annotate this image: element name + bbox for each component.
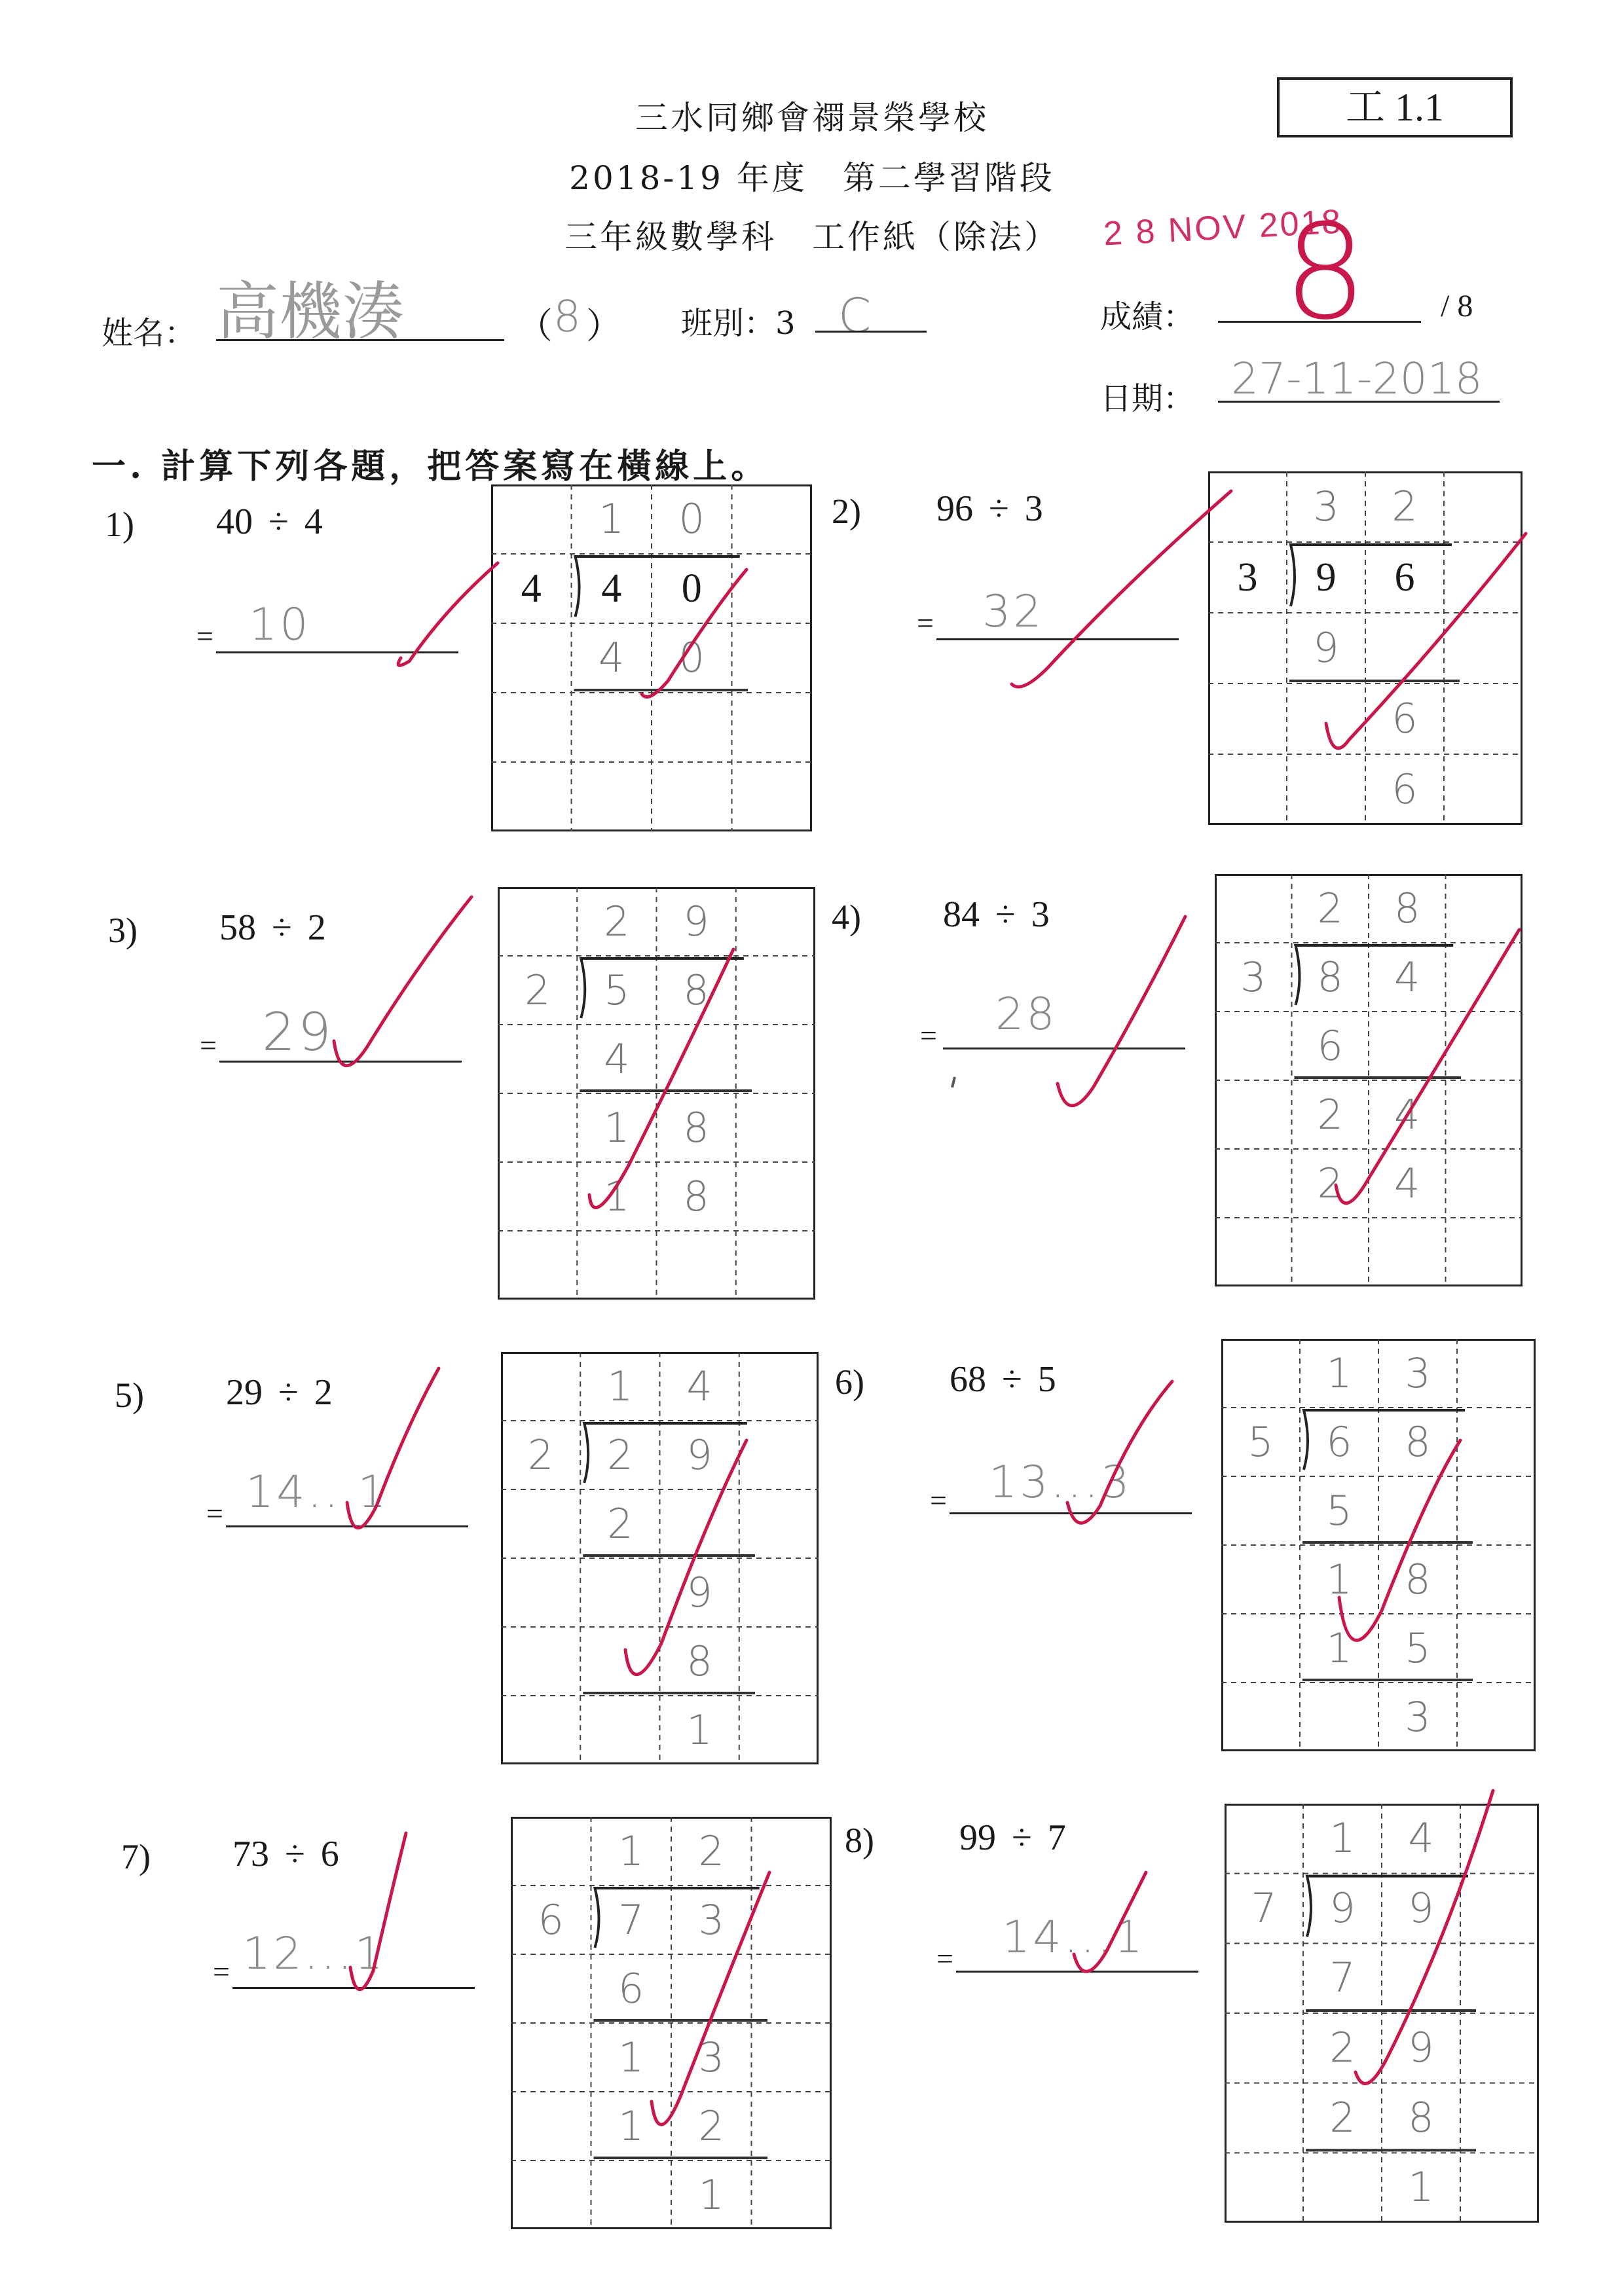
q4-dividend-tens: 8 [1317,953,1343,1001]
q7-number: 7) [121,1837,151,1876]
q3-work-row-tens: 4 [604,1035,630,1083]
number-open-paren: （ [517,305,553,346]
q1-answer: 10 [249,599,311,651]
q2-quotient-tens: 3 [1313,483,1339,530]
score-underline [1218,321,1421,323]
q2-equals: = [917,606,934,640]
q5-work-row-ones: 9 [686,1569,712,1616]
q3-equals: = [200,1029,217,1062]
q5-division-grid [501,1352,819,1764]
q3-quotient-ones: 9 [683,898,709,945]
year-stage: 2018-19 年度 第二學習階段 [569,159,1055,197]
class-label: 班別：3 [681,305,796,342]
received-date-stamp: 2 8 NOV 2018 [1102,202,1344,253]
q8-dividend-ones: 9 [1408,1884,1434,1932]
q1-answer-line [216,651,458,653]
q1-quotient-tens: 1 [599,495,625,543]
q5-dividend-tens: 2 [607,1431,633,1479]
q2-divisor: 3 [1237,555,1258,600]
q4-stray-mark [952,1077,955,1087]
q6-work-row-tens: 5 [1326,1487,1352,1535]
q4-number: 4) [832,898,861,937]
q7-divisor: 6 [538,1896,564,1944]
q1-dividend-tens: 4 [601,566,622,611]
q7-dividend-tens: 7 [618,1896,644,1944]
q8-quotient-ones: 4 [1408,1814,1434,1862]
q5-answer: 14...1 [246,1467,389,1518]
q8-work-row-ones: 8 [1408,2093,1434,2141]
q7-quotient-ones: 2 [698,1827,724,1875]
q1-dividend-ones: 0 [681,566,702,611]
q7-work-row-ones: 3 [698,2033,724,2081]
q7-quotient-tens: 1 [618,1827,644,1875]
q6-work-row-ones: 3 [1405,1693,1431,1741]
q5-work-row-ones: 8 [686,1637,712,1685]
score-value: 8 [1283,196,1367,349]
q8-answer-line [956,1971,1198,1973]
q4-quotient-ones: 8 [1394,884,1420,932]
q4-dividend-ones: 4 [1394,953,1420,1001]
q7-dividend-ones: 3 [698,1896,724,1944]
q3-expression: 58 ÷ 2 [219,907,326,948]
q2-answer: 32 [982,586,1044,638]
number-value: 8 [553,291,581,342]
q5-work-row-tens: 2 [607,1500,633,1548]
q8-divisor: 7 [1251,1884,1277,1932]
q1-division-grid [491,484,812,831]
q3-work-row-tens: 1 [604,1104,630,1152]
q8-dividend-tens: 9 [1329,1884,1356,1932]
score-total: / 8 [1441,289,1473,323]
q8-work-row-tens: 2 [1329,2093,1356,2141]
q2-work-row-ones: 6 [1392,765,1418,813]
q6-work-row-tens: 1 [1326,1624,1352,1672]
q1-equals: = [196,619,213,653]
q2-dividend-tens: 9 [1316,555,1337,600]
q6-division-grid [1221,1339,1536,1751]
q4-division-grid [1215,874,1522,1286]
name-label: 姓名： [101,315,196,352]
q6-dividend-tens: 6 [1326,1418,1352,1466]
q6-number: 6) [835,1362,864,1402]
q6-work-row-ones: 5 [1405,1624,1431,1672]
q1-divisor: 4 [521,566,542,611]
q5-answer-line [226,1525,468,1527]
q8-work-row-ones: 1 [1408,2163,1434,2212]
q6-quotient-ones: 3 [1405,1349,1431,1397]
q6-work-row-ones: 8 [1405,1556,1431,1603]
q5-divisor: 2 [527,1431,554,1479]
date-underline [1218,401,1500,403]
q2-number: 2) [832,492,861,531]
score-label: 成績： [1100,299,1195,335]
q7-work-row-tens: 6 [618,1965,644,2013]
q1-quotient-ones: 0 [678,495,705,543]
q3-work-row-tens: 1 [604,1173,630,1220]
q3-division-grid [498,887,815,1300]
q1-work-row-tens: 4 [599,634,625,682]
q4-equals: = [920,1019,937,1052]
q7-division-grid [511,1817,832,2229]
q3-work-row-ones: 8 [683,1173,709,1220]
q3-divisor: 2 [524,966,551,1014]
q8-work-row-tens: 2 [1329,2024,1356,2071]
q5-quotient-ones: 4 [686,1362,712,1410]
q4-work-row-tens: 2 [1317,1159,1343,1207]
q4-work-row-ones: 4 [1394,1159,1420,1207]
q2-division-grid [1208,471,1522,825]
q8-number: 8) [845,1821,874,1860]
q2-dividend-ones: 6 [1394,555,1415,600]
q7-expression: 73 ÷ 6 [232,1834,339,1874]
q3-work-row-ones: 8 [683,1104,709,1152]
q8-division-grid [1225,1804,1539,2223]
q8-work-row-tens: 7 [1329,1954,1356,2002]
q7-work-row-tens: 1 [618,2102,644,2150]
q7-work-row-tens: 1 [618,2033,644,2081]
q6-quotient-tens: 1 [1326,1349,1352,1397]
worksheet-code: 工 1.1 [1277,77,1513,137]
date-value: 27-11-2018 [1231,354,1483,404]
q7-work-row-ones: 1 [698,2171,724,2219]
q4-answer-tick [1058,917,1185,1106]
q1-work-row-ones: 0 [678,634,705,682]
q4-work-row-ones: 4 [1394,1091,1420,1139]
class-underline [815,331,927,333]
q6-answer: 13...3 [989,1457,1132,1508]
q2-answer-line [936,638,1179,640]
q4-work-row-tens: 2 [1317,1091,1343,1139]
q3-quotient-tens: 2 [604,898,630,945]
q4-work-row-tens: 6 [1317,1022,1343,1070]
q2-work-row-tens: 9 [1313,624,1339,672]
number-close-paren: ） [586,305,621,346]
q4-answer-line [943,1048,1185,1049]
q5-dividend-ones: 9 [686,1431,712,1479]
q6-work-row-tens: 1 [1326,1556,1352,1603]
q2-work-row-ones: 6 [1392,695,1418,742]
q3-number: 3) [108,911,138,950]
q2-answer-tick [1012,491,1231,687]
q1-expression: 40 ÷ 4 [216,501,323,542]
q6-answer-line [950,1512,1192,1514]
q5-equals: = [206,1497,223,1530]
q4-answer: 28 [995,989,1058,1040]
q3-dividend-ones: 8 [683,966,709,1014]
q6-expression: 68 ÷ 5 [950,1359,1056,1400]
date-label: 日期： [1100,380,1195,417]
q3-answer-tick [334,897,471,1066]
q1-number: 1) [105,505,134,544]
q7-answer-line [232,1987,475,1989]
q7-work-row-ones: 2 [698,2102,724,2150]
q7-answer: 12...1 [242,1928,386,1980]
class-value: C [838,288,872,343]
q4-divisor: 3 [1240,953,1266,1001]
q4-expression: 84 ÷ 3 [943,894,1050,935]
q4-quotient-tens: 2 [1317,884,1343,932]
name-value: 高機湊 [216,275,405,348]
q5-work-row-ones: 1 [686,1706,712,1754]
q8-work-row-ones: 9 [1408,2024,1434,2071]
q3-answer-line [219,1061,462,1063]
school-name: 三水同鄉會禤景榮學校 [635,99,989,137]
q5-quotient-tens: 1 [607,1362,633,1410]
section-title: 一. 計算下列各題，把答案寫在橫線上。 [92,446,769,486]
q2-quotient-ones: 2 [1392,483,1418,530]
q7-equals: = [213,1955,230,1988]
q8-answer: 14...1 [1002,1912,1145,1963]
q1-answer-tick [398,563,498,665]
q6-divisor: 5 [1247,1418,1274,1466]
worksheet-subject: 三年級數學科 工作紙（除法） [564,218,1060,256]
q8-quotient-tens: 1 [1329,1814,1356,1862]
q6-dividend-ones: 8 [1405,1418,1431,1466]
q5-expression: 29 ÷ 2 [226,1372,333,1413]
q8-equals: = [936,1942,953,1975]
q6-equals: = [930,1484,947,1517]
q8-expression: 99 ÷ 7 [959,1817,1066,1858]
q3-answer: 29 [262,1002,334,1063]
q2-expression: 96 ÷ 3 [936,488,1043,529]
q3-dividend-tens: 5 [604,966,630,1014]
q5-number: 5) [115,1376,144,1415]
name-underline [216,339,504,341]
